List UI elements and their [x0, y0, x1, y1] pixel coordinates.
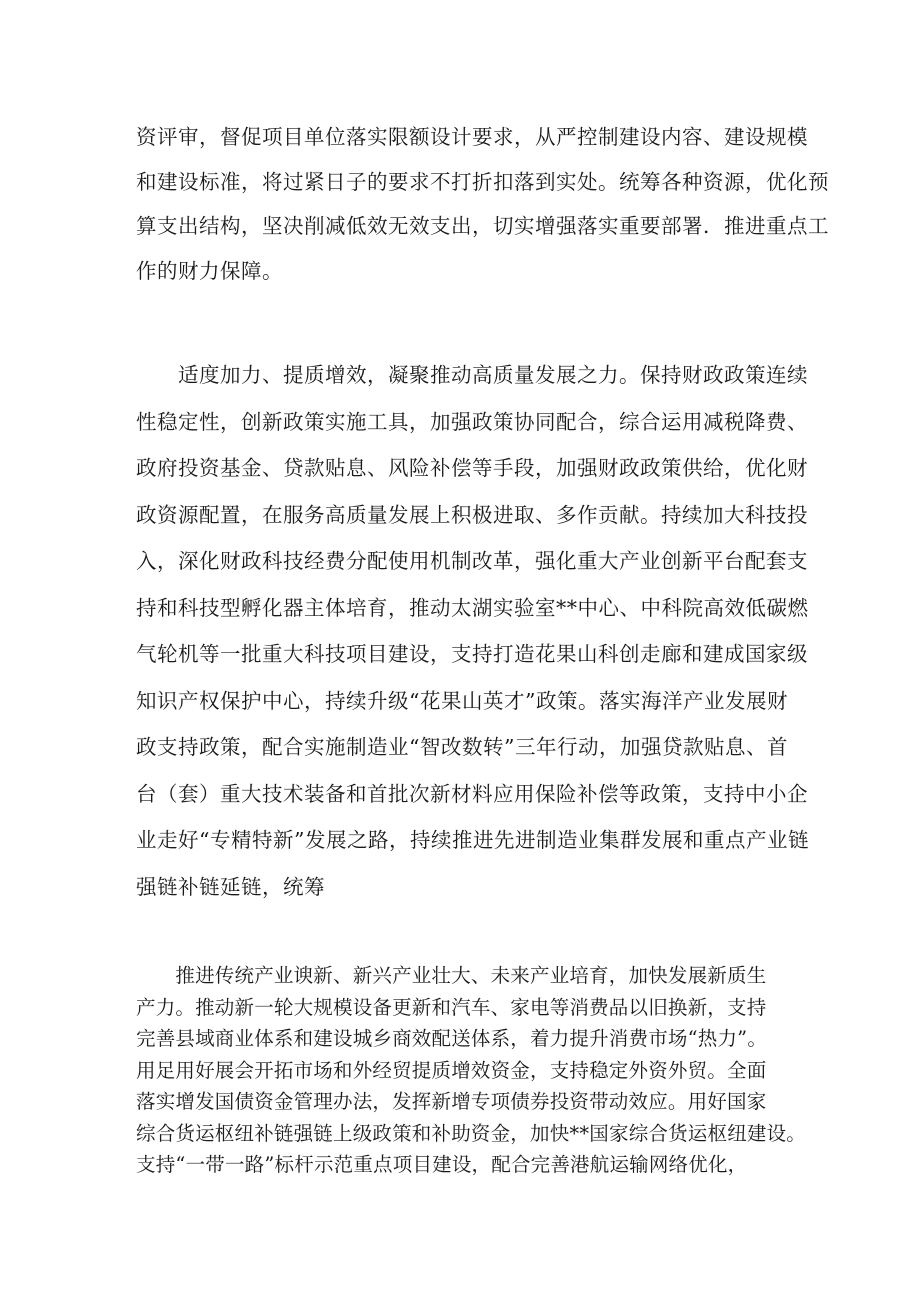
text-line: 政支持政策，配合实施制造业“智改数转”三年行动，加强贷款贴息、首	[136, 735, 788, 759]
text-line: 综合货运枢纽补链强链上级政策和补助资金，加快**国家综合货运枢纽建设。	[136, 1121, 807, 1145]
text-line: 推进传统产业谀新、新兴产业壮大、未来产业培育，加快发展新质生	[136, 964, 767, 987]
text-line: 强链补链延链，统筹	[136, 874, 325, 899]
text-line: 持和科技型孵化器主体培育，推动太湖实验室**中心、中科院高效低碳燃	[136, 595, 809, 620]
text-line: 入，深化财政科技经费分配使用机制改革，强化重大产业创新平台配套支	[136, 549, 808, 573]
text-line: 资评审，督促项目单位落实限额设计要求，从严控制建设内容、建设规模	[136, 125, 808, 149]
text-line: 支持“一带一路”标杆示范重点项目建设，配合完善港航运输网络优化，	[136, 1153, 748, 1176]
text-line: 作的财力保障。	[136, 258, 283, 283]
text-line: 性稳定性，创新政策实施工具，加强政策协同配合，综合运用减税降费、	[136, 409, 808, 434]
text-line: 落实增发国债资金管理办法，发挥新增专项债券投资带动效应。用好国家	[136, 1090, 767, 1113]
text-line: 算支出结构，坚决削减低效无效支出，切实增强落实重要部署．推进重点工	[136, 214, 829, 238]
text-line: 和建设标准，将过紧日子的要求不打折扣落到实处。统筹各种资源，优化预	[136, 169, 829, 194]
text-line: 业走好“专精特新”发展之路，持续推进先进制造业集群发展和重点产业链	[136, 828, 809, 852]
paragraph-budget-review	[136, 115, 829, 293]
text-line: 台（套）重大技术装备和首批次新材料应用保险补偿等政策，支持中小企	[136, 781, 808, 806]
text-line: 气轮机等一批重大科技项目建设，支持打造花果山科创走廊和建成国家级	[136, 642, 808, 666]
text-line: 完善县域商业体系和建设城乡商效配送体系，着力提升消费市场“热力”。	[136, 1027, 768, 1050]
paragraph-new-productive-forces	[136, 960, 807, 1181]
text-line: 政资源配置，在服务高质量发展上积极进取、多作贡献。持续加大科技投	[136, 502, 808, 527]
text-line: 知识产权保护中心，持续升级“花果山英才”政策。落实海洋产业发展财	[136, 688, 788, 713]
text-line: 产力。推动新一轮大规模设备更新和汽车、家电等消费品以旧换新，支持	[136, 995, 767, 1019]
paragraph-high-quality-development	[136, 352, 809, 910]
text-line: 用足用好展会开拓市场和外经贸提质增效资金，支持稳定外资外贸。全面	[136, 1058, 767, 1082]
text-line: 适度加力、提质增效，凝聚推动高质量发展之力。保持财政政策连续	[136, 363, 808, 387]
text-line: 政府投资基金、贷款贴息、风险补偿等手段，加强财政政策供给，优化财	[136, 456, 808, 480]
